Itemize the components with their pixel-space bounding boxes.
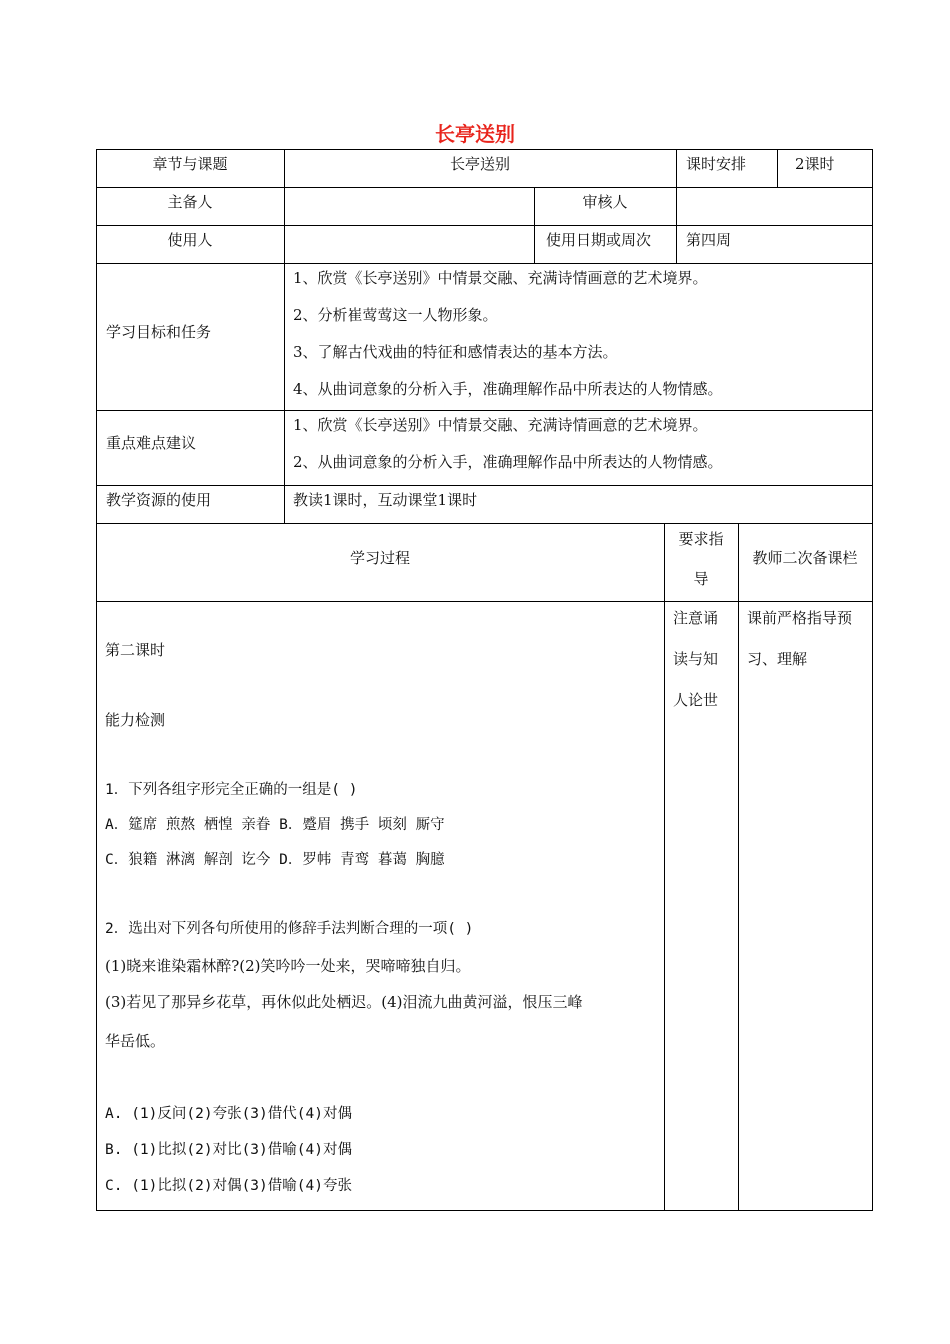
chapter-label: 章节与课题	[152, 155, 228, 173]
question-2-option-a: A. (1)反问(2)夸张(3)借代(4)对偶	[105, 1106, 352, 1122]
hours-label: 课时安排	[686, 155, 747, 173]
lesson-label: 第二课时	[105, 641, 166, 659]
guide-header-line2: 导	[693, 570, 709, 588]
chapter-value: 长亭送别	[449, 155, 510, 173]
question-2: 2．选出对下列各句所使用的修辞手法判断合理的一项( )	[105, 921, 474, 937]
resources-value: 教读1课时，互动课堂1课时	[293, 491, 478, 509]
guide-header-line1: 要求指	[678, 530, 724, 548]
goal-item: 3、了解古代戏曲的特征和感情表达的基本方法。	[293, 343, 618, 361]
reviewer-label: 审核人	[582, 193, 628, 211]
focus-label: 重点难点建议	[106, 434, 197, 452]
focus-item: 2、从曲词意象的分析入手，准确理解作品中所表达的人物情感。	[293, 453, 723, 471]
preparer-label: 主备人	[167, 193, 213, 211]
date-value: 第四周	[686, 231, 732, 249]
question-2-option-c: C. (1)比拟(2)对偶(3)借喻(4)夸张	[105, 1178, 352, 1194]
hours-value: 2课时	[795, 155, 835, 173]
focus-item: 1、欣赏《长亭送别》中情景交融、充满诗情画意的艺术境界。	[293, 416, 708, 434]
question-1: 1．下列各组字形完全正确的一组是( )	[105, 782, 358, 798]
question-1-option-ab: A．筵席 煎熬 栖惶 亲眷 B．蹙眉 携手 顷刻 厮守	[105, 817, 445, 833]
guide-note: 人论世	[673, 691, 719, 709]
teacher-header: 教师二次备课栏	[752, 549, 858, 567]
goals-label: 学习目标和任务	[106, 323, 212, 341]
guide-note: 注意诵	[673, 609, 719, 627]
page-title: 长亭送别	[435, 122, 515, 146]
question-2-option-b: B. (1)比拟(2)对比(3)借喻(4)对偶	[105, 1142, 352, 1158]
goal-item: 4、从曲词意象的分析入手，准确理解作品中所表达的人物情感。	[293, 380, 723, 398]
teacher-note: 习、理解	[747, 650, 808, 668]
process-header: 学习过程	[349, 549, 410, 567]
user-label: 使用人	[167, 231, 213, 249]
section-label: 能力检测	[105, 711, 166, 729]
question-2-line: (1)晓来谁染霜林醉?(2)笑吟吟一处来，哭啼啼独自归。	[105, 957, 471, 975]
goal-item: 1、欣赏《长亭送别》中情景交融、充满诗情画意的艺术境界。	[293, 269, 708, 287]
goal-item: 2、分析崔莺莺这一人物形象。	[293, 306, 498, 324]
guide-note: 读与知	[673, 650, 719, 668]
question-2-line: (3)若见了那异乡花草，再休似此处栖迟。(4)泪流九曲黄河溢，恨压三峰	[105, 993, 583, 1011]
resources-label: 教学资源的使用	[106, 491, 212, 509]
question-1-option-cd: C．狼籍 淋漓 解剖 讫今 D．罗帏 青鸾 暮蔼 胸臆	[105, 852, 445, 868]
question-2-line: 华岳低。	[105, 1032, 166, 1050]
teacher-note: 课前严格指导预	[747, 609, 853, 627]
date-label: 使用日期或周次	[546, 231, 652, 249]
